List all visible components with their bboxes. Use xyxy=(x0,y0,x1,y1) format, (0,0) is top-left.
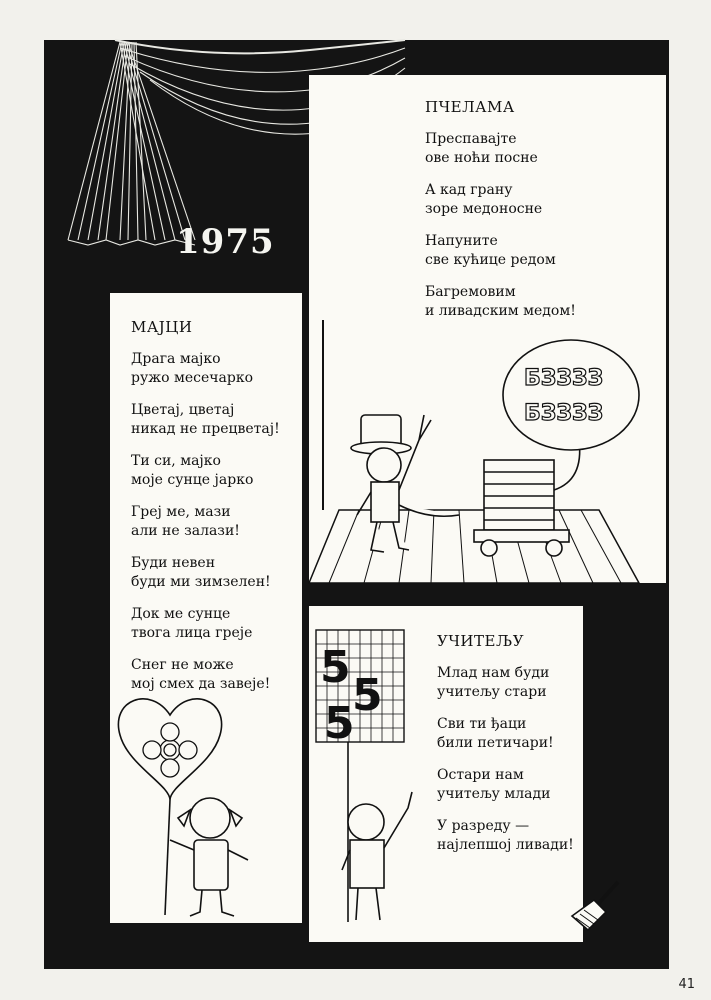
verse-line: ове ноћи посне xyxy=(425,150,538,166)
poem-title: ПЧЕЛАМА xyxy=(425,98,515,116)
poem-title: МАЈЦИ xyxy=(131,318,193,336)
verse-line: никад не прецветај! xyxy=(131,421,280,437)
verse-line: учитељу стари xyxy=(437,684,547,700)
verse-line: Драга мајко xyxy=(131,351,221,367)
verse-line: били петичари! xyxy=(437,735,554,751)
stanza xyxy=(131,656,280,694)
stanza xyxy=(437,664,574,702)
stanza xyxy=(131,401,280,439)
stanza xyxy=(425,232,576,270)
grade-five: 5 xyxy=(320,642,351,693)
verse-line: Преспавајте xyxy=(425,131,517,147)
bee-buzz-line: БЗЗЗЗ xyxy=(524,366,604,391)
stanza xyxy=(425,283,576,321)
verse-line: Сви ти ђаци xyxy=(437,716,527,732)
stanza xyxy=(437,715,574,753)
poem-ucitelju xyxy=(437,632,574,868)
girl-heart-illustration xyxy=(110,690,302,923)
verse-line: Цветај, цветај xyxy=(131,402,235,418)
stanza xyxy=(131,554,280,592)
stanza xyxy=(437,817,574,855)
page-number: 41 xyxy=(678,977,695,992)
brush-icon xyxy=(568,880,624,932)
year-heading: 1975 xyxy=(176,222,275,262)
verse-line: моје сунце јарко xyxy=(131,472,254,488)
grade-five: 5 xyxy=(352,670,383,721)
stanza xyxy=(437,766,574,804)
verse-line: буди ми зимзелен! xyxy=(131,574,271,590)
verse-line: и ливадским медом! xyxy=(425,303,576,319)
verse-line: Напуните xyxy=(425,233,498,249)
verse-line: ружо месечарко xyxy=(131,370,254,386)
verse-line: Остари нам xyxy=(437,767,524,783)
grade-five: 5 xyxy=(324,698,355,749)
stanza xyxy=(131,605,280,643)
verse-line: Буди невен xyxy=(131,555,216,571)
stanza xyxy=(425,181,576,219)
schoolboy-grade-illustration xyxy=(300,630,440,930)
poem-pcelama xyxy=(425,98,576,334)
verse-line: Млад нам буди xyxy=(437,665,550,681)
verse-line: најлепшој ливади! xyxy=(437,837,574,853)
verse-line: Док ме сунце xyxy=(131,606,231,622)
stanza xyxy=(131,503,280,541)
verse-line: У разреду — xyxy=(437,818,530,834)
stanza xyxy=(131,350,280,388)
verse-line: Ти си, мајко xyxy=(131,453,221,469)
bee-buzz-line: БЗЗЗЗ xyxy=(524,401,604,426)
verse-line: Греј ме, мази xyxy=(131,504,231,520)
verse-line: све кућице редом xyxy=(425,252,556,268)
verse-line: А кад грану xyxy=(425,182,513,198)
verse-line: твога лица греје xyxy=(131,625,253,641)
verse-line: Багремовим xyxy=(425,284,516,300)
poem-title: УЧИТЕЉУ xyxy=(437,632,525,650)
verse-line: учитељу млади xyxy=(437,786,551,802)
beekeeper-illustration xyxy=(309,320,666,583)
poem-majci xyxy=(131,318,280,707)
verse-line: зоре медоносне xyxy=(425,201,543,217)
stanza xyxy=(425,130,576,168)
stanza xyxy=(131,452,280,490)
verse-line: Снег не може xyxy=(131,657,234,673)
verse-line: мој смех да завеје! xyxy=(131,676,271,692)
verse-line: али не залази! xyxy=(131,523,240,539)
